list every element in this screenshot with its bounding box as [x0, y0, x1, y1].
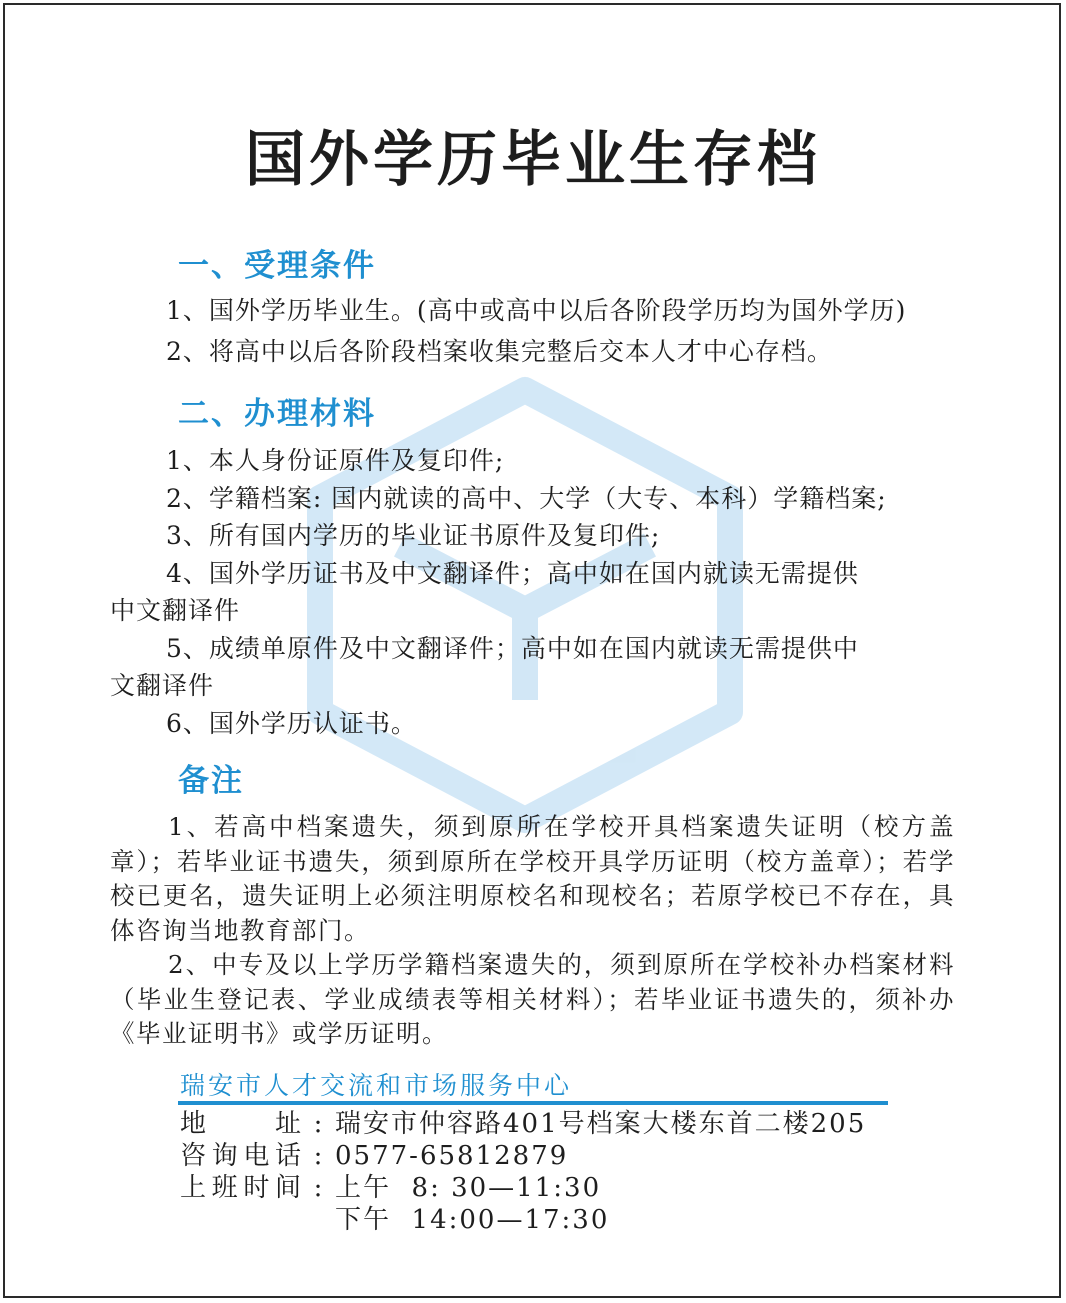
phone-row: [180, 1140, 568, 1172]
material-item-continuation: 文翻译件: [110, 671, 215, 700]
note-paragraph-2: 2、中专及以上学历学籍档案遗失的，须到原所在学校补办档案材料（毕业生登记表、学业成绩表等相关材料）；若毕业证书遗失的，须补办《毕业证明书》或学历证明。: [110, 950, 955, 1048]
hours-afternoon: 下午 14:00—17:30: [335, 1205, 610, 1235]
hours-morning: 上午 8: 30—11:30: [335, 1173, 602, 1203]
label-separator: :: [313, 1173, 325, 1203]
address-label: 地址: [180, 1109, 303, 1139]
condition-item: 1、国外学历毕业生。(高中或高中以后各阶段学历均为国外学历): [166, 296, 907, 325]
note-paragraph-1: 1、若高中档案遗失，须到原所在学校开具档案遗失证明（校方盖章）；若毕业证书遗失，须到原所在学校开具学历证明（校方盖章）；若学校已更名，遗失证明上必须注明原校名和现校名；若原学校已不存在，具体咨询当地教育部门。: [110, 812, 955, 945]
phone-value: 0577-65812879: [335, 1141, 569, 1171]
material-item: 1、本人身份证原件及复印件;: [166, 446, 505, 475]
hours-row-afternoon: [180, 1204, 609, 1236]
organization-underline: [178, 1101, 888, 1105]
address-row: [180, 1108, 866, 1140]
material-item: 4、国外学历证书及中文翻译件；高中如在国内就读无需提供: [166, 559, 859, 588]
label-separator: :: [313, 1141, 325, 1171]
section-heading-materials: 二、办理材料: [178, 396, 376, 432]
section-heading-notes: 备注: [178, 763, 244, 799]
material-item: 6、国外学历认证书。: [166, 709, 417, 738]
hours-label: 上班时间: [180, 1173, 303, 1203]
condition-item: 2、将高中以后各阶段档案收集完整后交本人才中心存档。: [166, 337, 833, 366]
material-item: 5、成绩单原件及中文翻译件；高中如在国内就读无需提供中: [166, 634, 859, 663]
material-item-continuation: 中文翻译件: [110, 596, 241, 625]
address-value: 瑞安市仲容路401号档案大楼东首二楼205: [335, 1109, 867, 1139]
material-item: 3、所有国内学历的毕业证书原件及复印件;: [166, 521, 661, 550]
phone-label: 咨询电话: [180, 1141, 303, 1171]
organization-name: 瑞安市人才交流和市场服务中心: [180, 1071, 573, 1100]
section-heading-conditions: 一、受理条件: [178, 248, 376, 284]
label-separator: :: [313, 1109, 325, 1139]
material-item: 2、学籍档案: 国内就读的高中、大学（大专、本科）学籍档案;: [166, 484, 887, 513]
hours-row: [180, 1172, 601, 1204]
page-title: 国外学历毕业生存档: [245, 125, 821, 195]
